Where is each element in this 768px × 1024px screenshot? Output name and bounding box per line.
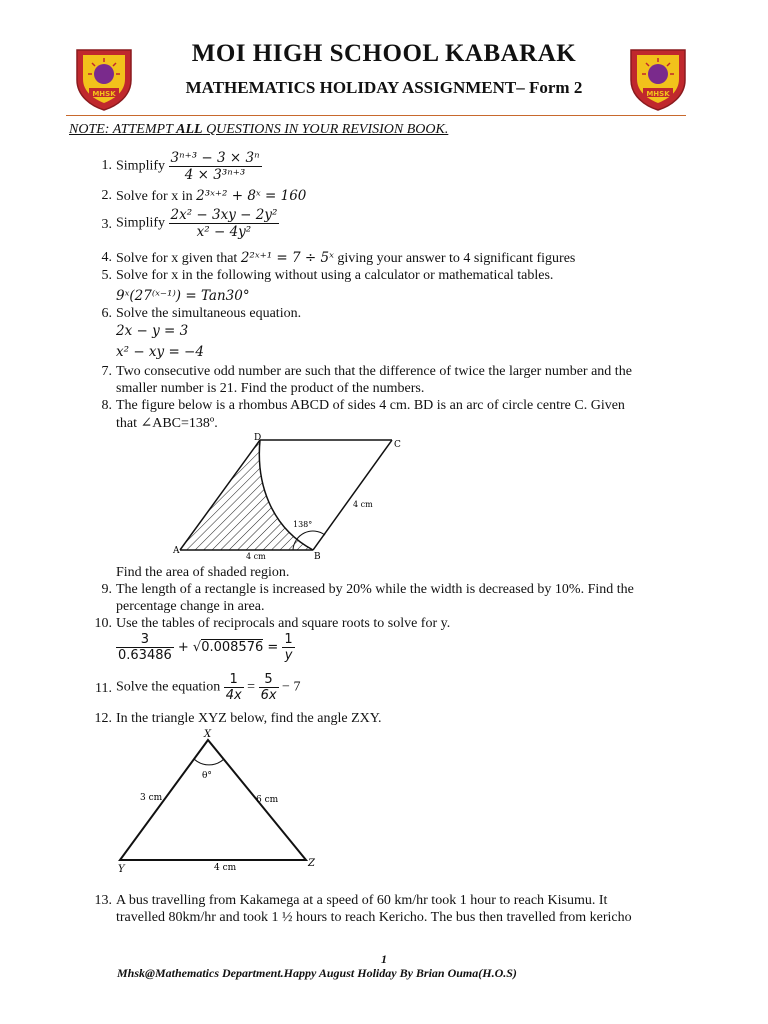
q11: Solve the equation $\frac{1}{4x}$ = $\frac{5}{6x}$ − 7 [116,672,301,703]
q8-line-1: The figure below is a rhombus ABCD of sides 4 cm. BD is an arc of circle centre C. Given [116,398,625,413]
side-yz-label: 4 cm [214,863,237,873]
page-number: 1 [381,952,387,966]
q1-number: 1. [101,158,112,173]
header-divider [66,115,686,116]
q3-number: 3. [101,217,112,232]
q1-text: Simplify [116,158,166,174]
q4: Solve for x given that 2²ˣ⁺¹ = 7 ÷ 5ˣ giving your answer to 4 significant figures [116,250,576,266]
q13-line-2: travelled 80km/hr and took 1 ½ hours to reach Kericho. The bus then travelled from kericho [116,910,632,925]
q10-text: Use the tables of reciprocals and square roots to solve for y. [116,616,451,631]
side-xz-label: 6 cm [256,795,279,805]
q13-number: 13. [94,893,112,908]
vertex-b-label: B [314,552,321,562]
crest-text: MHSK [92,90,116,98]
q7-line-1: Two consecutive odd number are such that the difference of twice the larger number and the [116,364,632,379]
q1 [116,150,262,183]
school-title: MOI HIGH SCHOOL KABARAK [191,40,577,67]
q13-line-1: A bus travelling from Kakamega at a speed of 60 km/hr took 1 hour to reach Kisumu. It [116,893,608,908]
assignment-subtitle: MATHEMATICS HOLIDAY ASSIGNMENT– Form 2 [185,78,583,97]
vertex-a-label: A [173,546,180,556]
q10-number: 10. [94,616,112,631]
q7-number: 7. [101,364,112,379]
q9-line-2: percentage change in area. [116,599,265,614]
angle-abc-label: 138° [293,520,313,529]
q3-fraction: $\frac{\text{2x² − 3xy − 2y²}}{\text{x² − 4y²}}$ [170,207,278,240]
instruction-note: NOTE: ATTEMPT ALL QUESTIONS IN YOUR REVISION BOOK. [69,122,449,137]
q5-number: 5. [101,268,112,283]
q8-line-2: that ∠ABC=138º. [116,416,218,431]
side-ab-label: 4 cm [246,552,266,561]
q2-expression: 2³ˣ⁺² + 8ˣ = 160 [196,188,307,204]
q3: Simplify $\frac{\text{2x² − 3xy − 2y²}}{\text{x² − 4y²}}$ [116,207,278,240]
q4-number: 4. [101,250,112,265]
q11-number: 11. [95,681,112,696]
vertex-d-label: D [254,433,262,443]
angle-theta-label: θ° [202,771,212,781]
q12-text: In the triangle XYZ below, find the angle ZXY. [116,711,382,726]
vertex-y-label: Y [118,864,125,875]
q8-number: 8. [101,398,112,413]
q9-number: 9. [101,582,112,597]
side-xy-label: 3 cm [140,793,163,803]
q10-equation: $\frac{3}{0.63486}$ + √0.008576 = $\frac{1}{y}$ [118,632,293,663]
q5-text: Solve for x in the following without using a calculator or mathematical tables. [116,268,554,283]
q6-equation-2: x² − xy = −4 [116,344,204,360]
q8-after-text: Find the area of shaded region. [116,565,290,580]
page-footer: Mhsk@Mathematics Department.Happy August Holiday By Brian Ouma(H.O.S) [117,966,517,980]
q6-equation-1: 2x − y = 3 [116,323,189,339]
crest-text: MHSK [646,90,670,98]
q7-line-2: smaller number is 21. Find the product of the numbers. [116,381,425,396]
q12-number: 12. [94,711,112,726]
vertex-x-label: X [204,729,212,740]
side-bc-label: 4 cm [353,500,373,509]
q2-number: 2. [101,188,112,203]
vertex-z-label: Z [308,858,315,869]
triangle-figure [112,726,327,883]
rhombus-figure [160,432,410,572]
q5-expression: 9ˣ(27⁽ˣ⁻¹⁾) = Tan30° [116,288,250,304]
q6-text: Solve the simultaneous equation. [116,306,302,321]
q2: Solve for x in 2³ˣ⁺² + 8ˣ = 160 [116,188,307,204]
vertex-c-label: C [394,440,401,450]
q9-line-1: The length of a rectangle is increased by 20% while the width is decreased by 10%. Find the [116,582,634,597]
q6-number: 6. [101,306,112,321]
q1-fraction: $\frac{\text{3ⁿ⁺³ − 3 × 3ⁿ}}{\text{4 × 3³ⁿ⁺³}}$ [170,150,260,183]
